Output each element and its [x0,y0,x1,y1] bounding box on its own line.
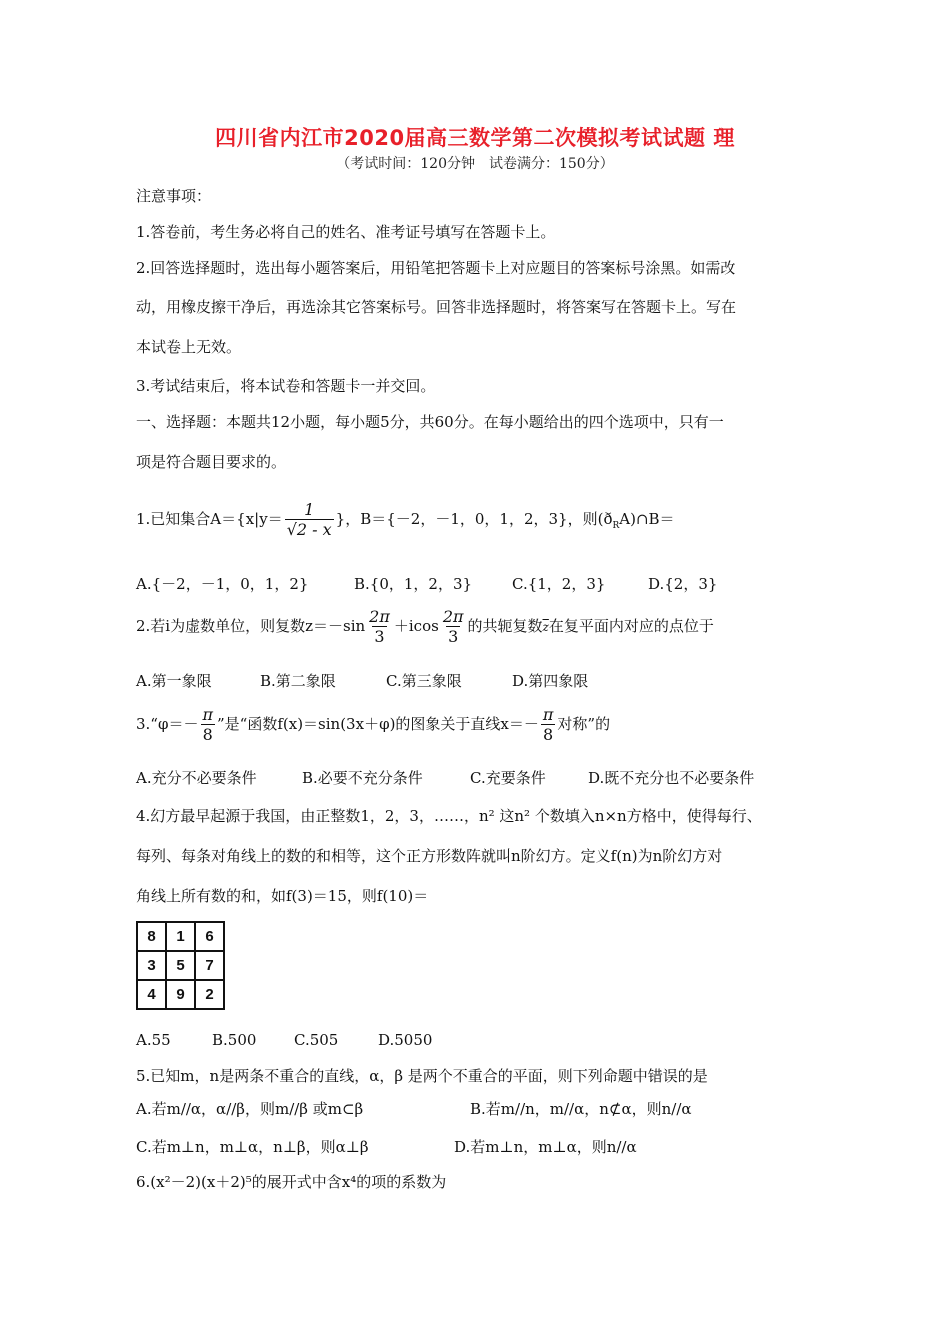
q2-fraction [367,608,392,647]
question-4-line: 每列、每条对角线上的数的和相等，这个正方形数阵就叫n阶幻方。定义f(n)为n阶幻方对 [136,847,723,865]
magic-square-cell: 5 [166,951,195,980]
q2-conjugate-z: $\overline{z}$ [542,620,549,634]
question-4-line: 角线上所有数的和，如f(3)＝15，则f(10)＝ [136,887,429,905]
notice-line: 本试卷上无效。 [136,338,242,356]
notice-line: 动，用橡皮擦干净后，再选涂其它答案标号。回答非选择题时，将答案写在答题卡上。写在 [136,298,737,316]
q1-text: 1.已知集合A＝{x|y＝ [136,510,283,528]
q1-fraction [285,501,334,540]
q2-fraction-numerator: 2π [442,606,464,626]
q1-option-a: A.{－2，－1，0，1，2} [136,575,309,593]
q4-option-a: A.55 [136,1031,171,1049]
magic-square-row [137,980,224,1009]
q5-option-b: B.若m//n，m//α，n⊄α，则n//α [470,1100,692,1118]
section-heading: 项是符合题目要求的。 [136,453,287,471]
q2-fraction-denominator: 3 [448,626,459,646]
magic-square-cell: 1 [166,922,195,951]
q1-option-d: D.{2，3} [648,575,718,593]
q2-text: 2.若i为虚数单位，则复数z＝－sin [136,617,366,635]
magic-square-cell: 8 [137,922,166,951]
q5-option-a: A.若m//α，α//β，则m//β 或m⊂β [136,1100,364,1118]
q2-option-a: A.第一象限 [136,672,212,690]
question-2 [136,606,714,647]
magic-square-row [137,951,224,980]
question-3 [136,704,610,745]
q3-fraction-numerator: π [542,704,554,724]
q4-option-c: C.505 [294,1031,339,1049]
magic-square-cell: 7 [195,951,224,980]
q3-option-b: B.必要不充分条件 [302,769,423,787]
q3-text: 3.“φ＝－ [136,715,199,733]
magic-square-cell: 9 [166,980,195,1009]
q3-option-c: C.充要条件 [470,769,546,787]
exam-title: 四川省内江市2020届高三数学第二次模拟考试试题 理 [215,126,735,150]
question-1 [136,500,675,548]
q4-option-d: D.5050 [378,1031,433,1049]
notice-line: 2.回答选择题时，选出每小题答案后，用铅笔把答题卡上对应题目的答案标号涂黑。如需改 [136,259,736,277]
q3-fraction [200,706,215,745]
notice-line: 3.考试结束后，将本试卷和答题卡一并交回。 [136,377,436,395]
magic-square-cell: 4 [137,980,166,1009]
q3-fraction-denominator: 8 [543,724,554,744]
exam-subtitle: （考试时间：120分钟 试卷满分：150分） [336,156,614,172]
q1-text: A)∩B＝ [619,510,675,528]
section-heading: 一、选择题：本题共12小题，每小题5分，共60分。在每小题给出的四个选项中，只有一 [136,413,724,431]
q3-option-a: A.充分不必要条件 [136,769,257,787]
q3-text: 对称”的 [557,715,611,733]
q1-text: }，B＝{－2，－1，0，1，2，3}，则(ð [335,510,613,528]
q3-text: ”是“函数f(x)＝sin(3x＋φ)的图象关于直线x＝－ [217,715,539,733]
q3-fraction [541,706,556,745]
q2-option-c: C.第三象限 [386,672,462,690]
q2-text: ＋icos [393,617,439,635]
q2-text: 的共轭复数 [467,617,543,635]
magic-square-row [137,922,224,951]
q5-option-d: D.若m⊥n，m⊥α，则n//α [454,1138,637,1156]
q1-option-b: B.{0，1，2，3} [354,575,473,593]
q1-fraction-denominator: √2 - x [286,519,332,539]
magic-square-cell: 2 [195,980,224,1009]
q2-fraction [441,608,466,647]
q1-option-c: C.{1，2，3} [512,575,606,593]
q2-fraction-numerator: 2π [369,606,390,626]
q2-option-b: B.第二象限 [260,672,336,690]
q2-text: 在复平面内对应的点位于 [548,617,714,635]
q3-option-d: D.既不充分也不必要条件 [588,769,755,787]
q1-subscript: R [612,521,620,531]
q4-option-b: B.500 [212,1031,257,1049]
notice-heading: 注意事项： [136,187,212,205]
magic-square-cell: 6 [195,922,224,951]
q3-fraction-denominator: 8 [202,724,213,744]
notice-line: 1.答卷前，考生务必将自己的姓名、准考证号填写在答题卡上。 [136,223,556,241]
q3-fraction-numerator: π [202,704,213,724]
q5-option-c: C.若m⊥n，m⊥α，n⊥β，则α⊥β [136,1138,369,1156]
q2-option-d: D.第四象限 [512,672,589,690]
q1-fraction-numerator: 1 [304,499,315,519]
magic-square [136,921,225,1010]
question-6: 6.(x²－2)(x＋2)⁵的展开式中含x⁴的项的系数为 [136,1173,447,1191]
q2-fraction-denominator: 3 [374,626,385,646]
question-4-line: 4.幻方最早起源于我国，由正整数1，2，3，……，n² 这n² 个数填入n×n方格中，使得每行、 [136,807,762,825]
magic-square-cell: 3 [137,951,166,980]
question-5: 5.已知m，n是两条不重合的直线，α，β 是两个不重合的平面，则下列命题中错误的是 [136,1067,708,1085]
